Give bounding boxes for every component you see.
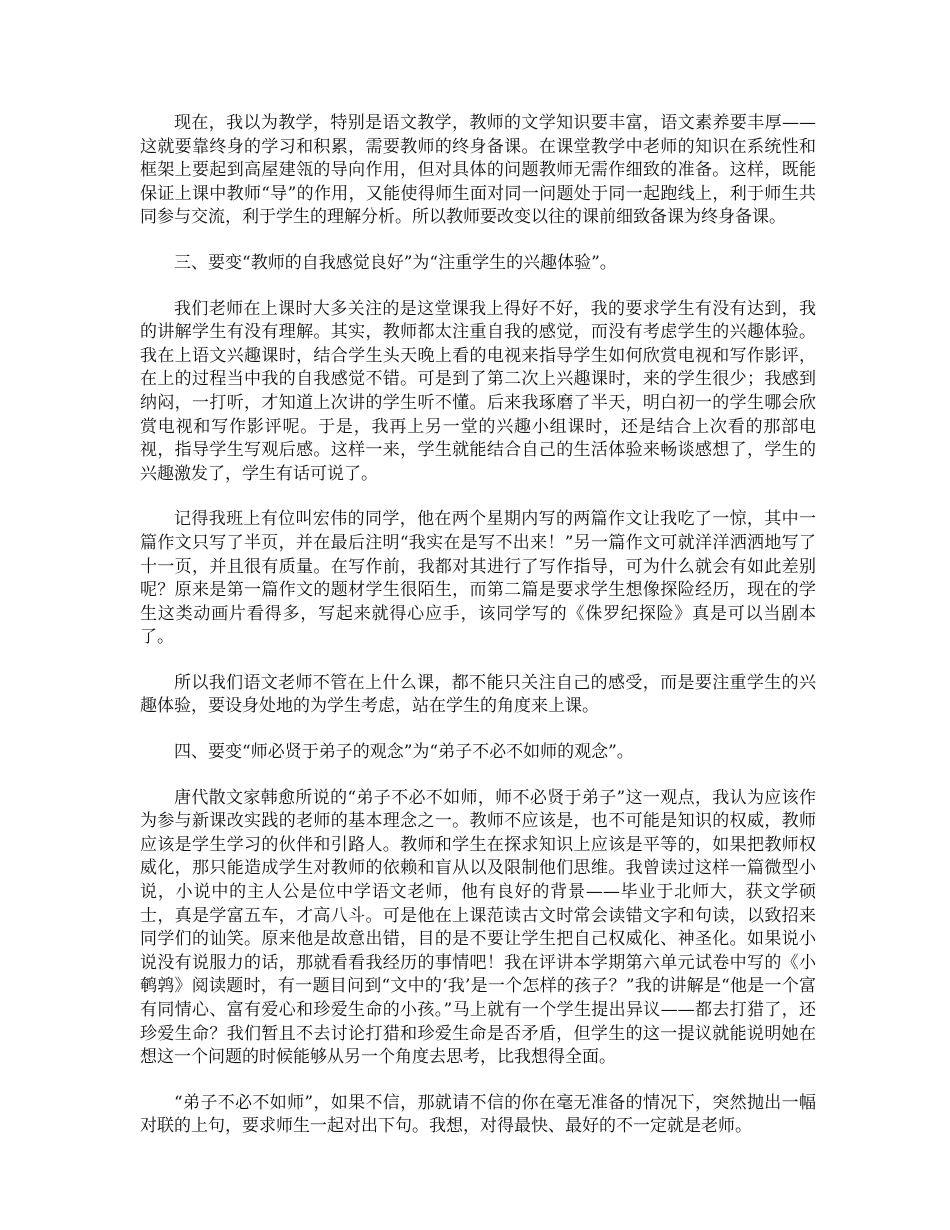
body-paragraph: “弟子不必不如师”，如果不信，那就请不信的你在毫无准备的情况下，突然抛出一幅对联的上句，要求师生一起对出下句。我想，对得最快、最好的不一定就是老师。	[140, 1092, 816, 1137]
body-paragraph: 所以我们语文老师不管在上什么课，都不能只关注自己的感受，而是要注重学生的兴趣体验，要设身处地的为学生考虑，站在学生的角度来上课。	[140, 672, 816, 717]
document-page	[140, 112, 816, 1161]
section-heading-3: 三、要变“教师的自我感觉良好”为“注重学生的兴趣体验”。	[174, 252, 617, 273]
body-paragraph: 记得我班上有位叫宏伟的同学，他在两个星期内写的两篇作文让我吃了一惊，其中一篇作文只写了半页，并在最后注明“我实在是写不出来！”另一篇作文可就洋洋洒洒地写了十一页，并且很有质量。在写作前，我都对其进行了写作指导，可为什么就会有如此差别呢？原来是第一篇作文的题材学生很陌生，而第二篇是要求学生想像探险经历，现在的学生这类动画片看得多，写起来就得心应手，该同学写的《侏罗纪探险》真是可以当剧本了。	[140, 509, 816, 648]
body-paragraph: 唐代散文家韩愈所说的“弟子不必不如师，师不必贤于弟子”这一观点，我认为应该作为参与新课改实践的老师的基本理念之一。教师不应该是，也不可能是知识的权威，教师应该是学生学习的伙伴和引路人。教师和学生在探求知识上应该是平等的，如果把教师权威化，那只能造成学生对教师的依赖和盲从以及限制他们思维。我曾读过这样一篇微型小说，小说中的主人公是位中学语文老师，他有良好的背景——毕业于北师大，获文学硕士，真是学富五车，才高八斗。可是他在上课范读古文时常会读错文字和句读，以致招来同学们的讪笑。原来他是故意出错，目的是不要让学生把自己权威化、神圣化。如果说小说没有说服力的话，那就看看我经历的事情吧！我在评讲本学期第六单元试卷中写的《小鹌鹑》阅读题时，有一题目问到“文中的‘我’是一个怎样的孩子？”我的讲解是“他是一个富有同情心、富有爱心和珍爱生命的小孩。”马上就有一个学生提出异议——都去打猎了，还珍爱生命？我们暂且不去讨论打猎和珍爱生命是否矛盾，但学生的这一提议就能说明她在想这一个问题的时候能够从另一个角度去思考，比我想得全面。	[140, 787, 816, 1068]
body-paragraph: 我们老师在上课时大多关注的是这堂课我上得好不好，我的要求学生有没有达到，我的讲解学生有没有理解。其实，教师都太注重自我的感觉，而没有考虑学生的兴趣体验。我在上语文兴趣课时，结合学生头天晚上看的电视来指导学生如何欣赏电视和写作影评，在上的过程当中我的自我感觉不错。可是到了第二次上兴趣课时，来的学生很少；我感到纳闷，一打听，才知道上次讲的学生听不懂。后来我琢磨了半天，明白初一的学生哪会欣赏电视和写作影评呢。于是，我再上另一堂的兴趣小组课时，还是结合上次看的那部电视，指导学生写观后感。这样一来，学生就能结合自己的生活体验来畅谈感想了，学生的兴趣激发了，学生有话可说了。	[140, 298, 816, 484]
section-heading-4: 四、要变“师必贤于弟子的观念”为“弟子不必不如师的观念”。	[174, 742, 634, 763]
body-paragraph: 现在，我以为教学，特别是语文教学，教师的文学知识要丰富，语文素养要丰厚——这就要靠终身的学习和积累，需要教师的终身备课。在课堂教学中老师的知识在系统性和框架上要起到高屋建瓴的导向作用，但对具体的问题教师无需作细致的准备。这样，既能保证上课中教师“导”的作用，又能使得师生面对同一问题处于同一起跑线上，利于师生共同参与交流，利于学生的理解分析。所以教师要改变以往的课前细致备课为终身备课。	[140, 113, 816, 228]
